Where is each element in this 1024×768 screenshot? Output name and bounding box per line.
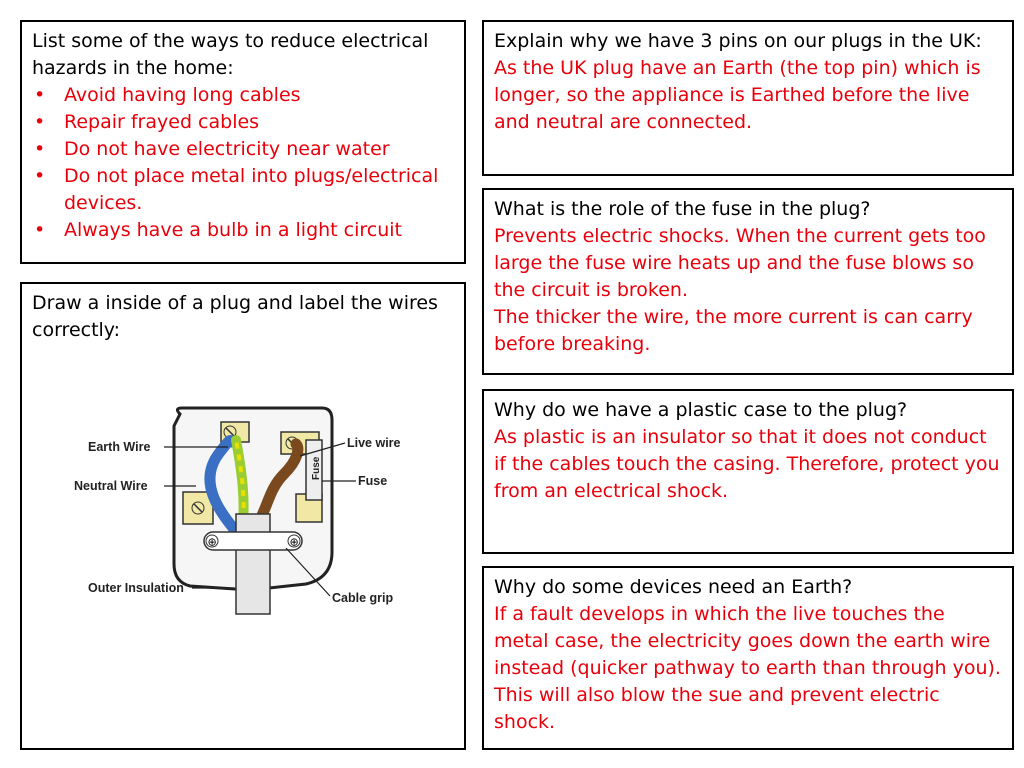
hazard-item: • Avoid having long cables — [32, 82, 454, 109]
hazards-question: List some of the ways to reduce electrical hazards in the home: — [32, 30, 429, 79]
svg-text:⊕: ⊕ — [289, 535, 299, 549]
plug-diagram-box — [20, 282, 466, 750]
plug-question: Draw a inside of a plug and label the wires correctly: — [32, 292, 438, 341]
earth-answer: If a fault develops in which the live touches the metal case, the electricity goes down the earth wire instead (quicker pathway to earth than through you). This will also blow the sue and prevent electric shock. — [494, 603, 1001, 733]
hazards-box — [20, 20, 466, 264]
fuse-answer-2: The thicker the wire, the more current is can carry before breaking. — [494, 306, 973, 355]
hazard-item: • Always have a bulb in a light circuit — [32, 217, 454, 244]
earth-wire-label: Earth Wire — [88, 440, 151, 454]
plastic-box — [482, 389, 1014, 554]
hazard-item: • Do not have electricity near water — [32, 136, 454, 163]
fuse-label: Fuse — [358, 474, 388, 488]
hazards-list — [32, 82, 454, 244]
hazard-item: • Repair frayed cables — [32, 109, 454, 136]
cable-grip-label: Cable grip — [332, 591, 394, 605]
earth-question: Why do some devices need an Earth? — [494, 576, 853, 598]
fuse-answer-1: Prevents electric shocks. When the current gets too large the fuse wire heats up and the fuse blows so the circuit is broken. — [494, 225, 986, 301]
live-wire-label: Live wire — [347, 436, 400, 450]
neutral-wire-label: Neutral Wire — [74, 479, 148, 493]
fuse-question: What is the role of the fuse in the plug? — [494, 198, 871, 220]
earth-box — [482, 566, 1014, 750]
outer-insulation-label: Outer Insulation — [88, 581, 184, 595]
outer-insulation — [236, 514, 270, 614]
plastic-question: Why do we have a plastic case to the plug? — [494, 399, 908, 421]
svg-text:⊕: ⊕ — [207, 535, 217, 549]
pins-box — [482, 20, 1014, 176]
fuse-box — [482, 188, 1014, 375]
plastic-answer: As plastic is an insulator so that it does not conduct if the cables touch the casing. Therefore, protect you from an electrical shock. — [494, 426, 1000, 502]
pins-question: Explain why we have 3 pins on our plugs in the UK: — [494, 30, 982, 52]
hazard-item: • Do not place metal into plugs/electrical devices. — [32, 163, 454, 217]
pins-answer: As the UK plug have an Earth (the top pin) which is longer, so the appliance is Earthed before the live and neutral are connected. — [494, 57, 981, 133]
cable-grip — [204, 532, 302, 550]
plug-diagram — [70, 402, 400, 622]
fuse-body-label: Fuse — [311, 456, 322, 480]
